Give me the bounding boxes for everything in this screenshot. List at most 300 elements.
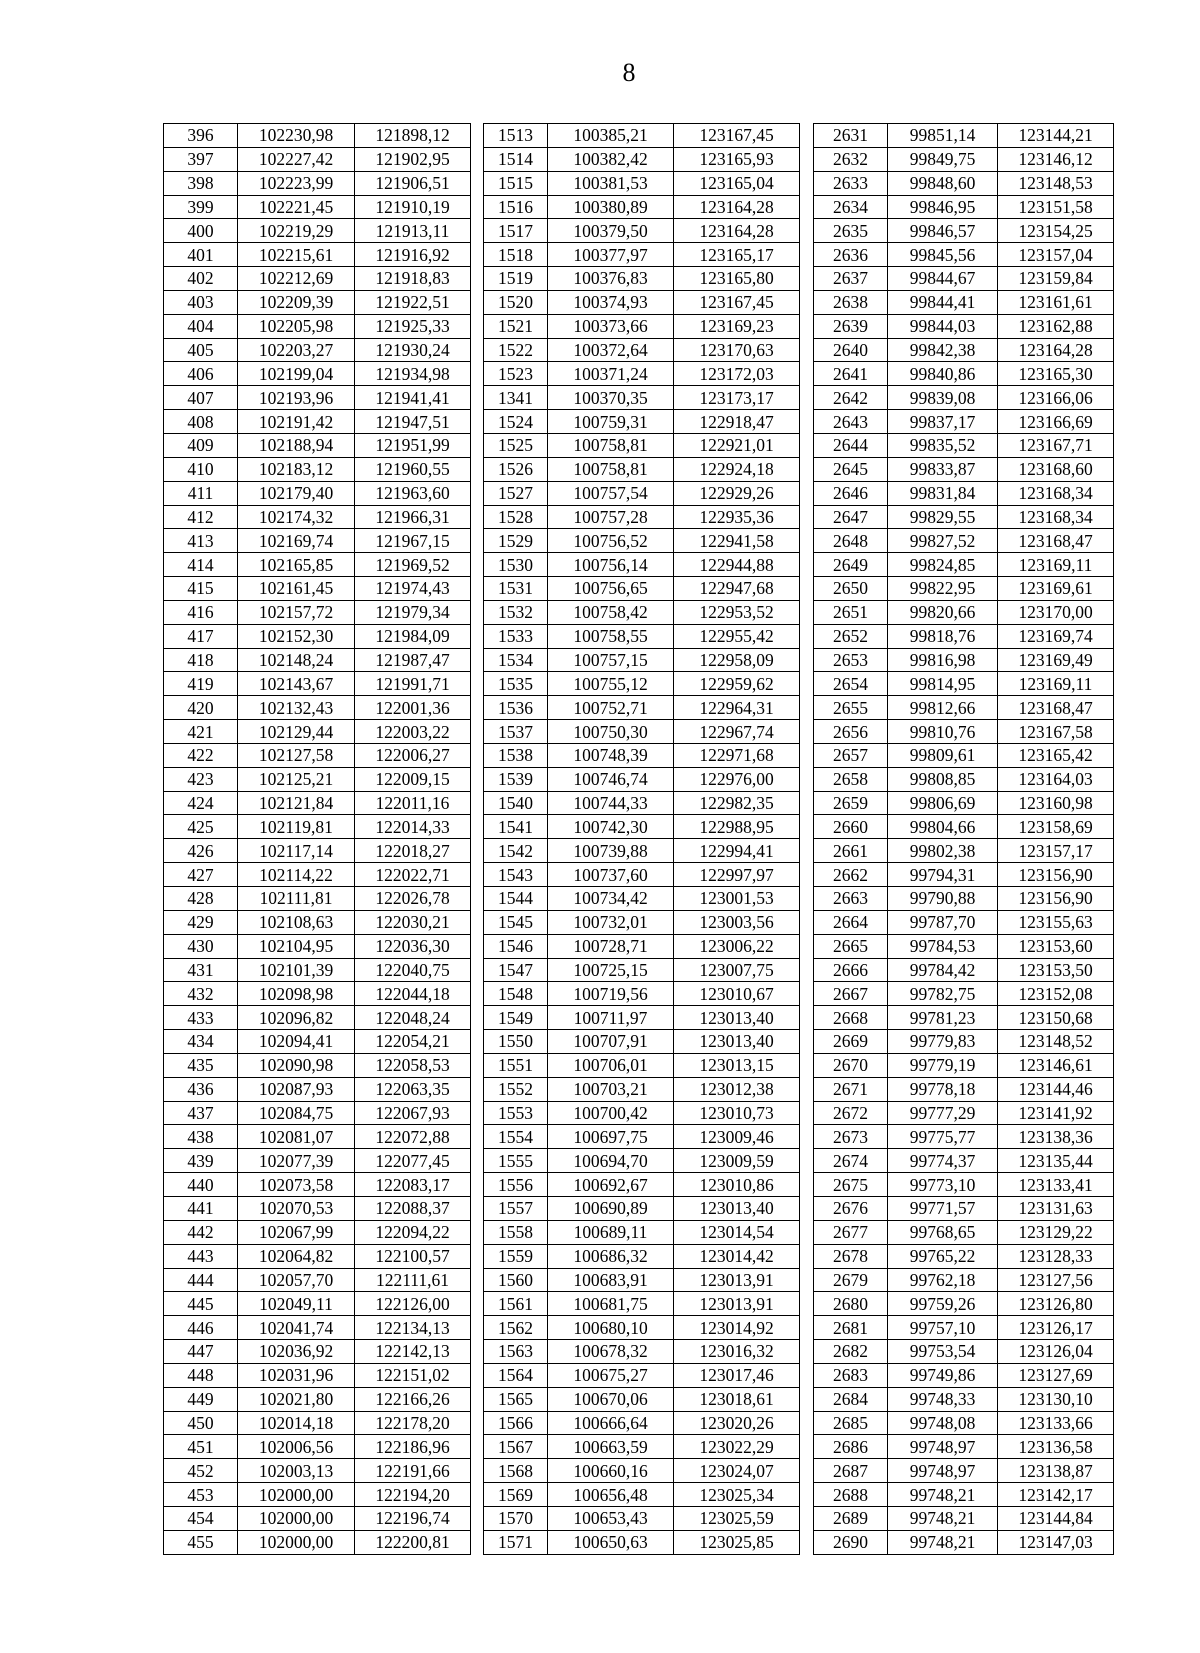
point-number-cell: 2636 <box>814 243 888 267</box>
point-number-cell: 1535 <box>484 672 548 696</box>
x-coordinate-cell: 102070,53 <box>238 1196 355 1220</box>
y-coordinate-cell: 123164,28 <box>674 195 800 219</box>
table-row <box>164 481 471 505</box>
x-coordinate-cell: 102203,27 <box>238 338 355 362</box>
table-row <box>814 1244 1114 1268</box>
point-number-cell: 2667 <box>814 982 888 1006</box>
table-row <box>484 1053 800 1077</box>
x-coordinate-cell: 99765,22 <box>888 1244 998 1268</box>
y-coordinate-cell: 121913,11 <box>355 219 471 243</box>
x-coordinate-cell: 100694,70 <box>548 1149 674 1173</box>
y-coordinate-cell: 123168,34 <box>998 505 1114 529</box>
table-row <box>484 696 800 720</box>
y-coordinate-cell: 123144,84 <box>998 1506 1114 1530</box>
x-coordinate-cell: 100660,16 <box>548 1459 674 1483</box>
x-coordinate-cell: 100380,89 <box>548 195 674 219</box>
x-coordinate-cell: 102191,42 <box>238 410 355 434</box>
point-number-cell: 1526 <box>484 457 548 481</box>
y-coordinate-cell: 123144,21 <box>998 124 1114 148</box>
x-coordinate-cell: 100681,75 <box>548 1292 674 1316</box>
table-row <box>164 1387 471 1411</box>
x-coordinate-cell: 100692,67 <box>548 1173 674 1197</box>
table-row <box>814 815 1114 839</box>
point-number-cell: 2642 <box>814 386 888 410</box>
point-number-cell: 437 <box>164 1101 238 1125</box>
x-coordinate-cell: 102223,99 <box>238 171 355 195</box>
table-row <box>164 338 471 362</box>
table-row <box>164 195 471 219</box>
x-coordinate-cell: 99779,83 <box>888 1030 998 1054</box>
y-coordinate-cell: 122100,57 <box>355 1244 471 1268</box>
x-coordinate-cell: 102174,32 <box>238 505 355 529</box>
table-row <box>484 1411 800 1435</box>
y-coordinate-cell: 122063,35 <box>355 1077 471 1101</box>
y-coordinate-cell: 123167,45 <box>674 124 800 148</box>
y-coordinate-cell: 121969,52 <box>355 553 471 577</box>
y-coordinate-cell: 123169,11 <box>998 553 1114 577</box>
table-row <box>484 791 800 815</box>
y-coordinate-cell: 122988,95 <box>674 815 800 839</box>
table-row <box>484 433 800 457</box>
x-coordinate-cell: 99827,52 <box>888 529 998 553</box>
point-number-cell: 1559 <box>484 1244 548 1268</box>
coordinate-table-block-3 <box>813 123 1113 1555</box>
y-coordinate-cell: 122067,93 <box>355 1101 471 1125</box>
y-coordinate-cell: 123130,10 <box>998 1387 1114 1411</box>
y-coordinate-cell: 123025,59 <box>674 1506 800 1530</box>
y-coordinate-cell: 123136,58 <box>998 1435 1114 1459</box>
x-coordinate-cell: 102031,96 <box>238 1363 355 1387</box>
x-coordinate-cell: 100758,42 <box>548 600 674 624</box>
x-coordinate-cell: 100757,15 <box>548 648 674 672</box>
x-coordinate-cell: 100374,93 <box>548 290 674 314</box>
point-number-cell: 2660 <box>814 815 888 839</box>
table-row <box>164 529 471 553</box>
table-row <box>484 338 800 362</box>
y-coordinate-cell: 122094,22 <box>355 1220 471 1244</box>
x-coordinate-cell: 99768,65 <box>888 1220 998 1244</box>
x-coordinate-cell: 100683,91 <box>548 1268 674 1292</box>
x-coordinate-cell: 100670,06 <box>548 1387 674 1411</box>
table-row <box>164 1101 471 1125</box>
x-coordinate-cell: 102057,70 <box>238 1268 355 1292</box>
point-number-cell: 1531 <box>484 577 548 601</box>
point-number-cell: 2649 <box>814 553 888 577</box>
point-number-cell: 2687 <box>814 1459 888 1483</box>
y-coordinate-cell: 123169,49 <box>998 648 1114 672</box>
x-coordinate-cell: 99784,42 <box>888 958 998 982</box>
point-number-cell: 425 <box>164 815 238 839</box>
point-number-cell: 1549 <box>484 1006 548 1030</box>
table-row <box>814 1459 1114 1483</box>
x-coordinate-cell: 100382,42 <box>548 147 674 171</box>
y-coordinate-cell: 122022,71 <box>355 863 471 887</box>
y-coordinate-cell: 122111,61 <box>355 1268 471 1292</box>
x-coordinate-cell: 100758,55 <box>548 624 674 648</box>
y-coordinate-cell: 123133,66 <box>998 1411 1114 1435</box>
table-row <box>484 720 800 744</box>
y-coordinate-cell: 123146,12 <box>998 147 1114 171</box>
point-number-cell: 1544 <box>484 887 548 911</box>
table-row <box>484 410 800 434</box>
table-row <box>484 910 800 934</box>
point-number-cell: 442 <box>164 1220 238 1244</box>
x-coordinate-cell: 102221,45 <box>238 195 355 219</box>
x-coordinate-cell: 102101,39 <box>238 958 355 982</box>
point-number-cell: 2684 <box>814 1387 888 1411</box>
point-number-cell: 2657 <box>814 743 888 767</box>
table-row <box>164 219 471 243</box>
table-row <box>814 1363 1114 1387</box>
point-number-cell: 443 <box>164 1244 238 1268</box>
x-coordinate-cell: 102152,30 <box>238 624 355 648</box>
y-coordinate-cell: 123127,56 <box>998 1268 1114 1292</box>
point-number-cell: 431 <box>164 958 238 982</box>
x-coordinate-cell: 99779,19 <box>888 1053 998 1077</box>
y-coordinate-cell: 122935,36 <box>674 505 800 529</box>
table-row <box>484 600 800 624</box>
y-coordinate-cell: 123025,34 <box>674 1483 800 1507</box>
y-coordinate-cell: 122040,75 <box>355 958 471 982</box>
y-coordinate-cell: 123013,40 <box>674 1196 800 1220</box>
y-coordinate-cell: 122924,18 <box>674 457 800 481</box>
x-coordinate-cell: 100703,21 <box>548 1077 674 1101</box>
y-coordinate-cell: 122003,22 <box>355 720 471 744</box>
table-row <box>814 290 1114 314</box>
x-coordinate-cell: 100675,27 <box>548 1363 674 1387</box>
table-row <box>484 982 800 1006</box>
x-coordinate-cell: 99822,95 <box>888 577 998 601</box>
y-coordinate-cell: 123153,60 <box>998 934 1114 958</box>
y-coordinate-cell: 123166,06 <box>998 386 1114 410</box>
point-number-cell: 2664 <box>814 910 888 934</box>
x-coordinate-cell: 99837,17 <box>888 410 998 434</box>
table-row <box>814 1316 1114 1340</box>
point-number-cell: 1554 <box>484 1125 548 1149</box>
y-coordinate-cell: 123173,17 <box>674 386 800 410</box>
y-coordinate-cell: 123126,17 <box>998 1316 1114 1340</box>
coordinate-table <box>483 123 800 1555</box>
y-coordinate-cell: 123167,58 <box>998 720 1114 744</box>
y-coordinate-cell: 122964,31 <box>674 696 800 720</box>
x-coordinate-cell: 99808,85 <box>888 767 998 791</box>
table-row <box>164 314 471 338</box>
point-number-cell: 1533 <box>484 624 548 648</box>
point-number-cell: 428 <box>164 887 238 911</box>
point-number-cell: 2650 <box>814 577 888 601</box>
table-row <box>164 1149 471 1173</box>
x-coordinate-cell: 99748,21 <box>888 1530 998 1554</box>
y-coordinate-cell: 122982,35 <box>674 791 800 815</box>
point-number-cell: 419 <box>164 672 238 696</box>
y-coordinate-cell: 123161,61 <box>998 290 1114 314</box>
table-row <box>814 624 1114 648</box>
point-number-cell: 2652 <box>814 624 888 648</box>
point-number-cell: 401 <box>164 243 238 267</box>
y-coordinate-cell: 122014,33 <box>355 815 471 839</box>
x-coordinate-cell: 99833,87 <box>888 457 998 481</box>
x-coordinate-cell: 99845,56 <box>888 243 998 267</box>
y-coordinate-cell: 122196,74 <box>355 1506 471 1530</box>
point-number-cell: 1519 <box>484 267 548 291</box>
x-coordinate-cell: 99802,38 <box>888 839 998 863</box>
coordinate-table-block-2 <box>483 123 799 1555</box>
x-coordinate-cell: 102021,80 <box>238 1387 355 1411</box>
point-number-cell: 1552 <box>484 1077 548 1101</box>
x-coordinate-cell: 99844,67 <box>888 267 998 291</box>
table-row <box>814 1506 1114 1530</box>
point-number-cell: 2644 <box>814 433 888 457</box>
table-row <box>164 696 471 720</box>
table-row <box>164 433 471 457</box>
table-row <box>164 124 471 148</box>
x-coordinate-cell: 102161,45 <box>238 577 355 601</box>
table-row <box>484 648 800 672</box>
table-row <box>484 624 800 648</box>
y-coordinate-cell: 123014,54 <box>674 1220 800 1244</box>
y-coordinate-cell: 122958,09 <box>674 648 800 672</box>
y-coordinate-cell: 123169,23 <box>674 314 800 338</box>
table-row <box>814 457 1114 481</box>
table-row <box>814 529 1114 553</box>
y-coordinate-cell: 123146,61 <box>998 1053 1114 1077</box>
x-coordinate-cell: 99775,77 <box>888 1125 998 1149</box>
coordinate-table <box>163 123 471 1555</box>
y-coordinate-cell: 122200,81 <box>355 1530 471 1554</box>
point-number-cell: 2647 <box>814 505 888 529</box>
point-number-cell: 1556 <box>484 1173 548 1197</box>
x-coordinate-cell: 99844,03 <box>888 314 998 338</box>
point-number-cell: 1551 <box>484 1053 548 1077</box>
table-row <box>164 1459 471 1483</box>
x-coordinate-cell: 102121,84 <box>238 791 355 815</box>
y-coordinate-cell: 121934,98 <box>355 362 471 386</box>
x-coordinate-cell: 99748,33 <box>888 1387 998 1411</box>
table-row <box>164 1506 471 1530</box>
point-number-cell: 1571 <box>484 1530 548 1554</box>
y-coordinate-cell: 123017,46 <box>674 1363 800 1387</box>
coordinate-table <box>813 123 1114 1555</box>
y-coordinate-cell: 123164,28 <box>998 338 1114 362</box>
x-coordinate-cell: 102067,99 <box>238 1220 355 1244</box>
x-coordinate-cell: 100757,54 <box>548 481 674 505</box>
x-coordinate-cell: 102081,07 <box>238 1125 355 1149</box>
table-row <box>484 1340 800 1364</box>
x-coordinate-cell: 102111,81 <box>238 887 355 911</box>
point-number-cell: 414 <box>164 553 238 577</box>
table-row <box>164 624 471 648</box>
y-coordinate-cell: 123010,67 <box>674 982 800 1006</box>
table-row <box>164 815 471 839</box>
table-row <box>164 505 471 529</box>
x-coordinate-cell: 100678,32 <box>548 1340 674 1364</box>
x-coordinate-cell: 102077,39 <box>238 1149 355 1173</box>
table-row <box>484 195 800 219</box>
point-number-cell: 454 <box>164 1506 238 1530</box>
table-row <box>814 362 1114 386</box>
x-coordinate-cell: 100759,31 <box>548 410 674 434</box>
table-row <box>814 386 1114 410</box>
table-row <box>814 314 1114 338</box>
table-row <box>484 815 800 839</box>
y-coordinate-cell: 122994,41 <box>674 839 800 863</box>
table-row <box>814 767 1114 791</box>
point-number-cell: 450 <box>164 1411 238 1435</box>
table-row <box>164 1268 471 1292</box>
x-coordinate-cell: 99781,23 <box>888 1006 998 1030</box>
point-number-cell: 398 <box>164 171 238 195</box>
x-coordinate-cell: 100756,14 <box>548 553 674 577</box>
y-coordinate-cell: 121974,43 <box>355 577 471 601</box>
x-coordinate-cell: 100650,63 <box>548 1530 674 1554</box>
coordinate-table-block-1 <box>163 123 470 1555</box>
point-number-cell: 1525 <box>484 433 548 457</box>
y-coordinate-cell: 123169,74 <box>998 624 1114 648</box>
table-row <box>484 171 800 195</box>
x-coordinate-cell: 102094,41 <box>238 1030 355 1054</box>
x-coordinate-cell: 100686,32 <box>548 1244 674 1268</box>
point-number-cell: 399 <box>164 195 238 219</box>
x-coordinate-cell: 99748,97 <box>888 1459 998 1483</box>
x-coordinate-cell: 102132,43 <box>238 696 355 720</box>
x-coordinate-cell: 102108,63 <box>238 910 355 934</box>
table-row <box>164 1530 471 1554</box>
y-coordinate-cell: 123165,04 <box>674 171 800 195</box>
x-coordinate-cell: 99820,66 <box>888 600 998 624</box>
x-coordinate-cell: 102209,39 <box>238 290 355 314</box>
y-coordinate-cell: 121925,33 <box>355 314 471 338</box>
y-coordinate-cell: 122030,21 <box>355 910 471 934</box>
table-row <box>814 672 1114 696</box>
point-number-cell: 1518 <box>484 243 548 267</box>
y-coordinate-cell: 123013,91 <box>674 1268 800 1292</box>
x-coordinate-cell: 100381,53 <box>548 171 674 195</box>
y-coordinate-cell: 122088,37 <box>355 1196 471 1220</box>
point-number-cell: 1513 <box>484 124 548 148</box>
x-coordinate-cell: 100700,42 <box>548 1101 674 1125</box>
point-number-cell: 439 <box>164 1149 238 1173</box>
y-coordinate-cell: 121967,15 <box>355 529 471 553</box>
point-number-cell: 1530 <box>484 553 548 577</box>
point-number-cell: 1542 <box>484 839 548 863</box>
table-row <box>814 243 1114 267</box>
table-row <box>484 457 800 481</box>
x-coordinate-cell: 100707,91 <box>548 1030 674 1054</box>
x-coordinate-cell: 102073,58 <box>238 1173 355 1197</box>
point-number-cell: 1529 <box>484 529 548 553</box>
y-coordinate-cell: 122026,78 <box>355 887 471 911</box>
y-coordinate-cell: 123126,04 <box>998 1340 1114 1364</box>
y-coordinate-cell: 123166,69 <box>998 410 1114 434</box>
point-number-cell: 408 <box>164 410 238 434</box>
y-coordinate-cell: 122072,88 <box>355 1125 471 1149</box>
table-row <box>164 171 471 195</box>
table-row <box>814 1411 1114 1435</box>
x-coordinate-cell: 100690,89 <box>548 1196 674 1220</box>
y-coordinate-cell: 123142,17 <box>998 1483 1114 1507</box>
x-coordinate-cell: 99829,55 <box>888 505 998 529</box>
point-number-cell: 420 <box>164 696 238 720</box>
point-number-cell: 429 <box>164 910 238 934</box>
table-row <box>164 720 471 744</box>
table-row <box>814 887 1114 911</box>
point-number-cell: 2669 <box>814 1030 888 1054</box>
table-row <box>814 433 1114 457</box>
x-coordinate-cell: 100756,52 <box>548 529 674 553</box>
point-number-cell: 2633 <box>814 171 888 195</box>
x-coordinate-cell: 102000,00 <box>238 1530 355 1554</box>
point-number-cell: 1536 <box>484 696 548 720</box>
table-row <box>814 410 1114 434</box>
table-row <box>814 577 1114 601</box>
y-coordinate-cell: 121987,47 <box>355 648 471 672</box>
y-coordinate-cell: 121930,24 <box>355 338 471 362</box>
x-coordinate-cell: 102157,72 <box>238 600 355 624</box>
table-row <box>814 553 1114 577</box>
x-coordinate-cell: 100744,33 <box>548 791 674 815</box>
table-row <box>814 267 1114 291</box>
x-coordinate-cell: 102104,95 <box>238 934 355 958</box>
x-coordinate-cell: 99818,76 <box>888 624 998 648</box>
table-row <box>814 1435 1114 1459</box>
point-number-cell: 396 <box>164 124 238 148</box>
y-coordinate-cell: 123157,04 <box>998 243 1114 267</box>
y-coordinate-cell: 123014,92 <box>674 1316 800 1340</box>
y-coordinate-cell: 122955,42 <box>674 624 800 648</box>
table-row <box>484 934 800 958</box>
y-coordinate-cell: 123010,73 <box>674 1101 800 1125</box>
table-row <box>484 1387 800 1411</box>
point-number-cell: 1537 <box>484 720 548 744</box>
x-coordinate-cell: 100734,42 <box>548 887 674 911</box>
y-coordinate-cell: 122083,17 <box>355 1173 471 1197</box>
y-coordinate-cell: 123168,47 <box>998 529 1114 553</box>
y-coordinate-cell: 123165,42 <box>998 743 1114 767</box>
y-coordinate-cell: 122054,21 <box>355 1030 471 1054</box>
y-coordinate-cell: 123020,26 <box>674 1411 800 1435</box>
point-number-cell: 2662 <box>814 863 888 887</box>
x-coordinate-cell: 99749,86 <box>888 1363 998 1387</box>
table-row <box>164 982 471 1006</box>
table-row <box>484 219 800 243</box>
point-number-cell: 2674 <box>814 1149 888 1173</box>
point-number-cell: 416 <box>164 600 238 624</box>
y-coordinate-cell: 122944,88 <box>674 553 800 577</box>
table-row <box>164 958 471 982</box>
x-coordinate-cell: 102230,98 <box>238 124 355 148</box>
table-row <box>164 1220 471 1244</box>
point-number-cell: 2665 <box>814 934 888 958</box>
y-coordinate-cell: 123013,91 <box>674 1292 800 1316</box>
y-coordinate-cell: 123129,22 <box>998 1220 1114 1244</box>
y-coordinate-cell: 123018,61 <box>674 1387 800 1411</box>
y-coordinate-cell: 121918,83 <box>355 267 471 291</box>
point-number-cell: 407 <box>164 386 238 410</box>
point-number-cell: 2679 <box>814 1268 888 1292</box>
table-row <box>164 743 471 767</box>
table-row <box>814 1006 1114 1030</box>
table-row <box>484 767 800 791</box>
table-row <box>164 457 471 481</box>
table-row <box>164 290 471 314</box>
x-coordinate-cell: 99773,10 <box>888 1173 998 1197</box>
x-coordinate-cell: 99844,41 <box>888 290 998 314</box>
y-coordinate-cell: 123165,93 <box>674 147 800 171</box>
point-number-cell: 423 <box>164 767 238 791</box>
table-row <box>164 863 471 887</box>
y-coordinate-cell: 123148,52 <box>998 1030 1114 1054</box>
table-row <box>484 1196 800 1220</box>
